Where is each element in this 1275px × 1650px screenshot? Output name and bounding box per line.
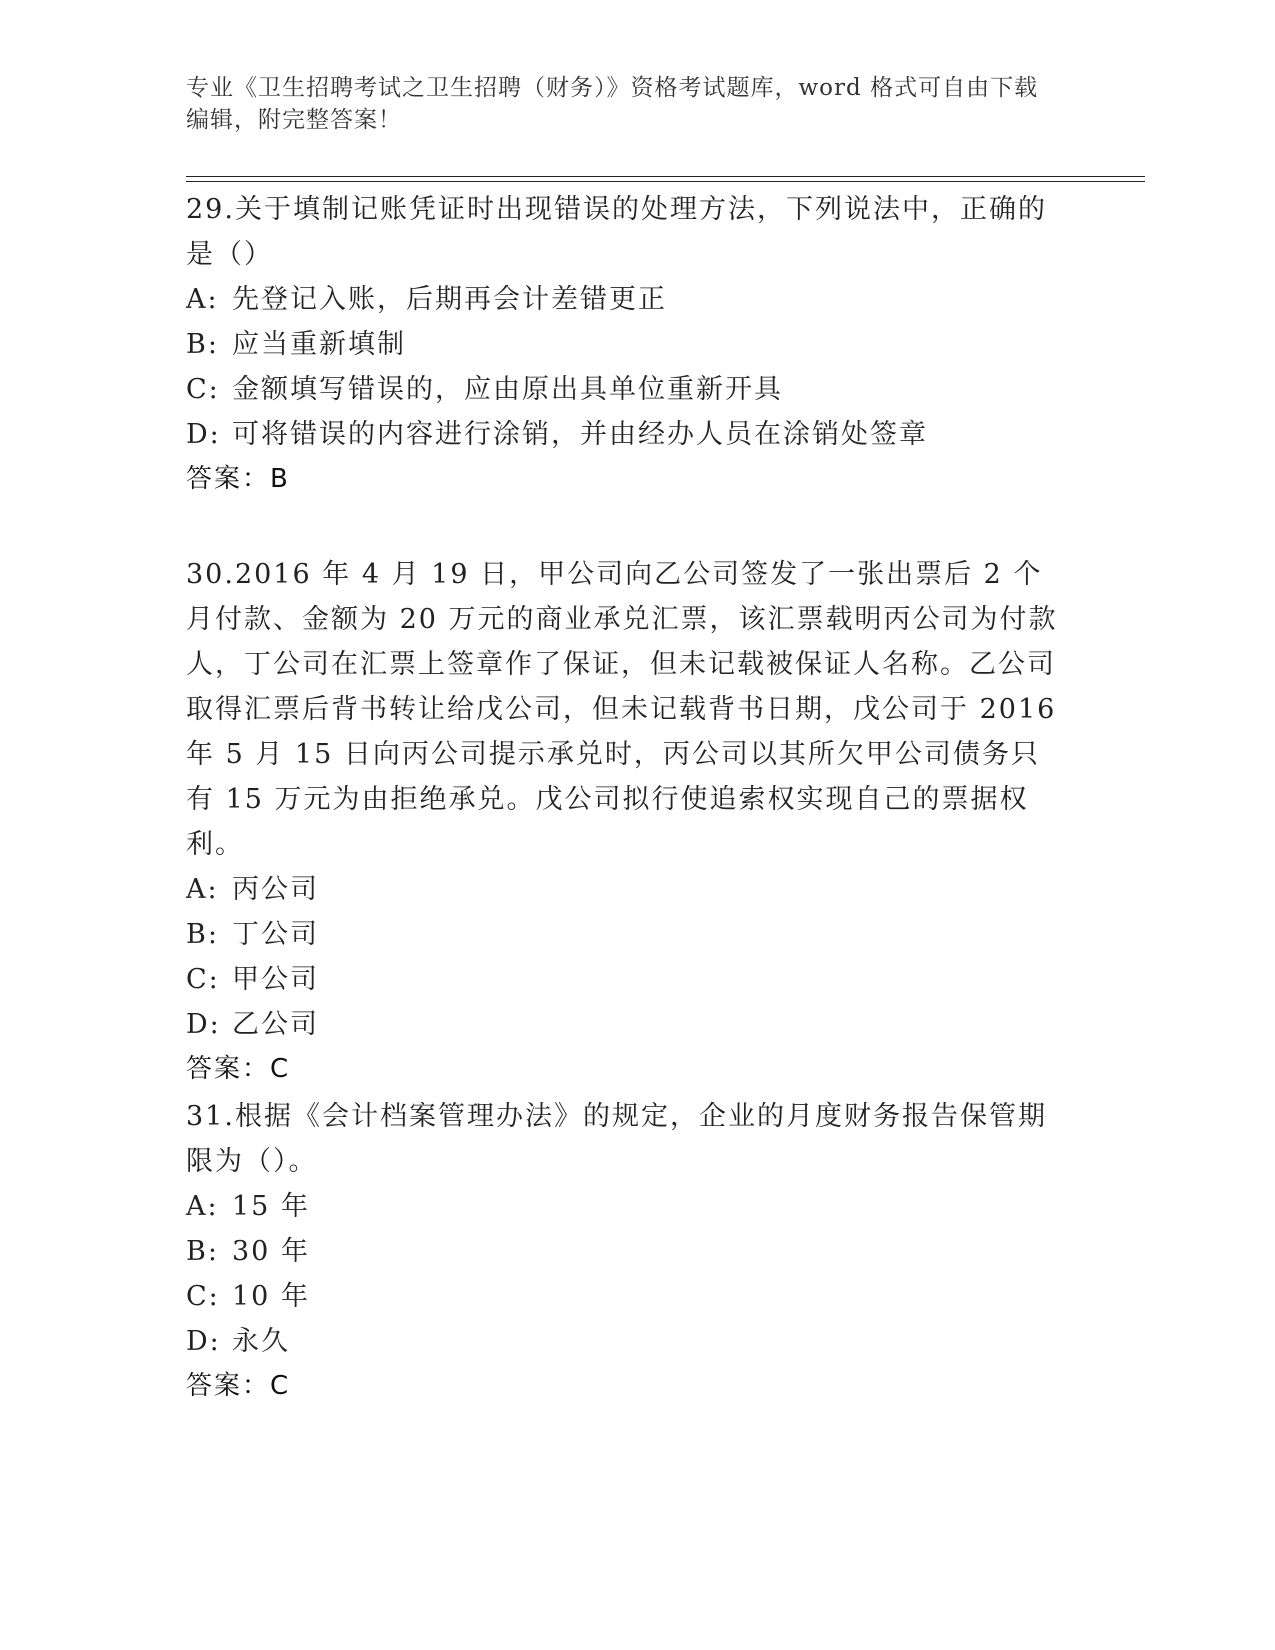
- option-d: [186, 412, 1066, 457]
- options-list: [186, 867, 1066, 1047]
- question-31: [186, 1094, 1066, 1409]
- option-text: 30 年: [232, 1236, 310, 1267]
- option-d: [186, 1002, 1066, 1047]
- question-29: [186, 187, 1066, 502]
- question-stem: 29.关于填制记账凭证时出现错误的处理方法，下列说法中，正确的是（）: [186, 194, 1047, 270]
- option-a: [186, 867, 1066, 912]
- header-rule-top: [186, 176, 1145, 177]
- option-letter: B:: [186, 1236, 219, 1267]
- option-letter: C:: [186, 1281, 220, 1312]
- option-text: 乙公司: [232, 1009, 319, 1040]
- option-text: 先登记入账，后期再会计差错更正: [232, 284, 667, 315]
- answer-line: 答案：C: [186, 1371, 291, 1401]
- option-letter: A:: [186, 284, 219, 315]
- option-letter: B:: [186, 329, 219, 360]
- options-list: [186, 1184, 1066, 1364]
- option-text: 应当重新填制: [232, 329, 406, 360]
- option-b: [186, 1229, 1066, 1274]
- option-letter: D:: [186, 419, 221, 450]
- option-c: [186, 957, 1066, 1002]
- option-letter: D:: [186, 1326, 221, 1357]
- header-rule-bottom: [186, 181, 1145, 182]
- option-text: 金额填写错误的，应由原出具单位重新开具: [232, 374, 783, 405]
- header-line-2: 编辑，附完整答案！: [186, 107, 402, 133]
- option-letter: A:: [186, 1191, 219, 1222]
- option-b: [186, 912, 1066, 957]
- option-c: [186, 1274, 1066, 1319]
- option-letter: A:: [186, 874, 219, 905]
- option-c: [186, 367, 1066, 412]
- option-text: 丙公司: [232, 874, 319, 905]
- header-line-1: 专业《卫生招聘考试之卫生招聘（财务）》资格考试题库，word 格式可自由下载: [186, 75, 1039, 101]
- option-text: 甲公司: [232, 964, 319, 995]
- document-header: [186, 72, 1086, 136]
- option-a: [186, 1184, 1066, 1229]
- option-text: 可将错误的内容进行涂销，并由经办人员在涂销处签章: [232, 419, 928, 450]
- question-30: [186, 552, 1066, 1092]
- option-b: [186, 322, 1066, 367]
- answer-line: 答案：C: [186, 1054, 291, 1084]
- option-text: 15 年: [232, 1191, 310, 1222]
- options-list: [186, 277, 1066, 457]
- option-a: [186, 277, 1066, 322]
- option-text: 10 年: [232, 1281, 310, 1312]
- question-stem: 31.根据《会计档案管理办法》的规定，企业的月度财务报告保管期限为（）。: [186, 1101, 1047, 1177]
- option-letter: B:: [186, 919, 219, 950]
- question-stem: 30.2016 年 4 月 19 日，甲公司向乙公司签发了一张出票后 2 个月付款、金额为 20 万元的商业承兑汇票，该汇票载明丙公司为付款人，丁公司在汇票上签章作了保证，但未记载被保证人名称。乙公司取得汇票后背书转让给戊公司，但未记载背书日期，戊公司于 2016 年 5 月 15 日向丙公司提示承兑时，丙公司以其所欠甲公司债务只有 15 万元为由拒绝承兑。戊公司拟行使追索权实现自己的票据权利。: [186, 559, 1058, 860]
- option-text: 永久: [232, 1326, 290, 1357]
- option-d: [186, 1319, 1066, 1364]
- option-text: 丁公司: [232, 919, 319, 950]
- option-letter: C:: [186, 964, 220, 995]
- answer-line: 答案：B: [186, 464, 290, 494]
- option-letter: C:: [186, 374, 220, 405]
- option-letter: D:: [186, 1009, 221, 1040]
